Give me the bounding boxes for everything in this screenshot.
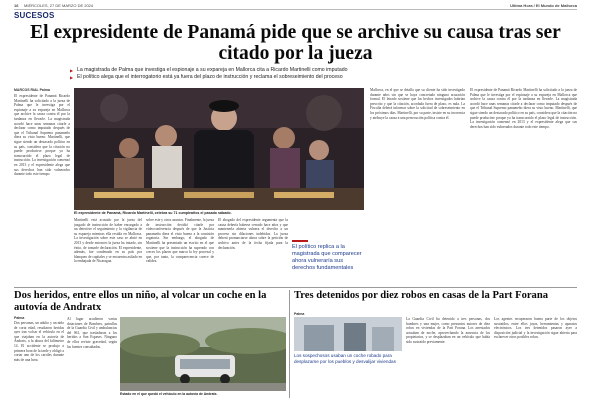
- right-column-1: La Guardia Civil ha detenido a tres personas, dos hombres y una mujer, como presuntos autores de diez robos en viviendas de la Part Forana. Los arrestados actuaban de noche, aprovechando la ausencia de los propietarios, y se desplazaban en un vehículo que había sido sustraído previamente.: [406, 317, 490, 344]
- right-story-photo: [294, 317, 402, 351]
- accident-photo-caption: Estado en el que quedó el vehículo en la autovía de Andratx.: [120, 392, 218, 396]
- section-divider: [14, 287, 577, 288]
- column-divider: [289, 290, 290, 398]
- overturned-car-photo: [120, 317, 286, 391]
- deck-line-1: ▶ La magistrada de Palma que investiga el espionaje a su expareja en Mallorca cita a Ricardo Martinelli como imputado: [70, 67, 540, 74]
- right-byline: Palma: [294, 312, 305, 316]
- detainees-photo: [294, 317, 402, 351]
- left-byline: Palma: [14, 316, 25, 320]
- main-byline: MARCOS RIAL Palma: [14, 88, 50, 92]
- main-deck: [70, 67, 540, 81]
- section-title: SUCESOS: [14, 11, 55, 20]
- page-number: 16: [14, 3, 19, 8]
- left-column-1: Dos personas, un adulto y un niño de corta edad, resultaron heridas ayer tras volcar el vehículo en el que viajaban en la autovía de Andratx, a la altura del kilómetro 14. El accidente se produjo a primera hora de la tarde y obligó a cortar uno de los carriles durante más de una hora.: [14, 321, 64, 362]
- main-column-5a: Mallorca, en el que se detalla que su cliente ha sido investigado durante años sin que se haya concretado ninguna acusación formal. El letrado sostiene que los hechos investigados habrían prescrito y que la citación, acordada fuera de plazo, es nula. La Fiscalía deberá informar sobre la solicitud de sobreseimiento en los próximos días. Martinelli, por su parte, insiste en su inocencia y atribuye la causa a una persecución política contra él.: [370, 88, 465, 120]
- main-column-3: sobre este y otros asuntos. Finalmente, la jueza de instrucción decidió citarle por videoconferencia después de que la Justicia panameña diera el visto bueno a la comisión rogatoria. Sin embargo, el abogado de Martinelli ha presentado un escrito en el que sostiene que la instrucción ha superado con creces los plazos que marca la ley procesal y que, por tanto, la comparecencia carece de validez.: [146, 218, 214, 264]
- left-column-2: Al lugar acudieron varias dotaciones de Bombers, patrullas de la Guardia Civil y ambulancias del 061, que trasladaron a los heridos a Son Espases. Ninguno de ellos reviste gravedad, según las fuentes consultadas.: [67, 317, 117, 349]
- main-column-2: Martinelli está acusado por la jueza del juzgado de instrucción de haber encargado a un detective el seguimiento y la vigilancia de su expareja mientras ella residía en Mallorca. La investigación sobre este caso se abrió en 2013 y desde entonces la jueza ha tratado, sin éxito, de tomarle declaración. El expresidente, además, fue condenado en su país por blanqueo de capitales y se encuentra asilado en la embajada de Nicaragua.: [74, 218, 142, 264]
- main-column-4: El abogado del expresidente argumenta que la causa debería haberse cerrado hace años y que mantenerla abierta vulnera el derecho a un proceso sin dilaciones indebidas. La jueza deberá pronunciarse ahora sobre la petición de archivo antes de la fecha fijada para la declaración.: [218, 218, 288, 250]
- martinelli-party-photo: [74, 88, 364, 210]
- main-column-5b: El expresidente de Panamá Ricardo Martinelli ha solicitado a la jueza de Palma que le investiga por el espionaje a su expareja en Mallorca que archive la causa contra él por la tardanza en llevarle. La magistrada acordó hace unas semanas citarle a declarar como imputado después de que el Tribunal Supremo panameño diera su visto bueno. Martinelli, que sigue siendo un destacado político en su país, considera que la citación no puede producirse porque ya ha transcurrido el plazo legal de instrucción. La investigación comenzó en 2013 y el expresidente alega que sus derechos han sido vulnerados durante todo este tiempo.: [470, 88, 577, 129]
- pull-quote: El político replica a la magistrada que comparecer ahora vulneraría sus derechos fundamentales: [292, 240, 364, 288]
- issue-date: MIÉRCOLES, 27 DE MARZO DE 2024: [24, 3, 94, 8]
- main-column-1: El expresidente de Panamá Ricardo Martinelli ha solicitado a la jueza de Palma que le investiga por el espionaje a su expareja en Mallorca que archive la causa contra él por la tardanza en llevarle. La magistrada acordó hace unas semanas citarle a declarar como imputado después de que el Tribunal Supremo panameño diera su visto bueno. Martinelli, que sigue siendo un destacado político en su país, considera que la citación no puede producirse porque ya ha transcurrido el plazo legal de instrucción. La investigación comenzó en 2013 y el expresidente alega que sus derechos han sido vulnerados durante todo este tiempo.: [14, 94, 70, 177]
- main-headline: El expresidente de Panamá pide que se archive su causa tras ser citado por la jueza: [30, 22, 561, 64]
- main-photo: [74, 88, 364, 210]
- page-header: [14, 2, 577, 10]
- right-deck: Los sospechosos usaban un coche robado para desplazarse por los pueblos y desvalijar viviendas: [294, 353, 396, 364]
- secondary-headline-right: Tres detenidos por diez robos en casas de la Part Forana: [294, 290, 549, 301]
- right-column-2: Los agentes recuperaron buena parte de los objetos sustraídos, entre ellos joyas, herramientas y aparatos electrónicos. Los tres detenidos pasaron ayer a disposición judicial y la investigación sigue abierta para esclarecer otros posibles robos.: [494, 317, 577, 340]
- deck-line-2: ▶ El político alega que el interrogatorio está ya fuera del plazo de instrucción y reclama el sobreseimiento del proceso: [70, 74, 540, 81]
- main-photo-caption: El expresidente de Panamá, Ricardo Martinelli, celebra su 71 cumpleaños el pasado sábado.: [74, 211, 232, 215]
- accident-photo: [120, 317, 286, 391]
- newspaper-name: Ultima Hora / El Mundo de Mallorca: [510, 3, 577, 8]
- secondary-headline-left: Dos heridos, entre ellos un niño, al volcar un coche en la autovía de Andratx: [14, 290, 267, 313]
